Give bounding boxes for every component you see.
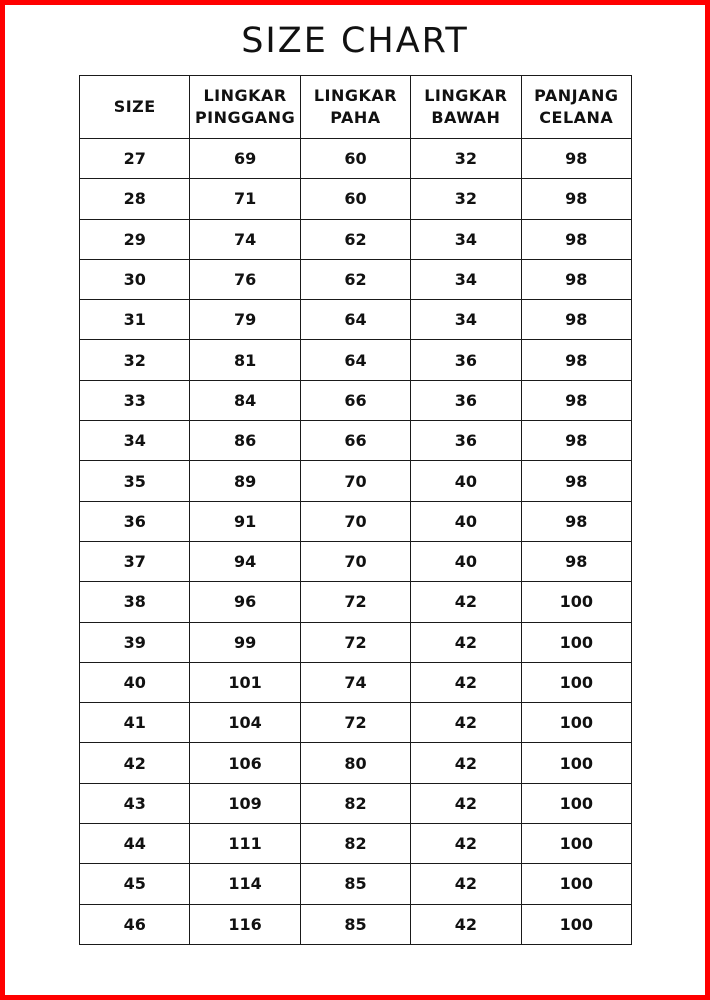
column-header-line: LINGKAR <box>313 86 398 105</box>
table-cell: 36 <box>411 340 521 380</box>
table-cell: 98 <box>521 139 631 179</box>
table-cell: 72 <box>300 622 410 662</box>
table-cell: 31 <box>80 300 190 340</box>
table-cell: 32 <box>411 139 521 179</box>
table-cell: 114 <box>190 864 300 904</box>
table-cell: 42 <box>411 824 521 864</box>
table-cell: 42 <box>411 622 521 662</box>
table-cell: 40 <box>411 461 521 501</box>
table-row <box>80 582 632 622</box>
table-cell: 38 <box>80 582 190 622</box>
table-row <box>80 703 632 743</box>
table-cell: 100 <box>521 864 631 904</box>
column-header-line: BAWAH <box>431 108 501 127</box>
table-cell: 100 <box>521 783 631 823</box>
table-cell: 98 <box>521 259 631 299</box>
table-cell: 100 <box>521 622 631 662</box>
table-body <box>80 139 632 945</box>
column-header-line: PANJANG <box>534 86 619 105</box>
table-row <box>80 380 632 420</box>
table-cell: 34 <box>411 219 521 259</box>
table-cell: 74 <box>300 662 410 702</box>
table-cell: 40 <box>411 501 521 541</box>
table-cell: 98 <box>521 300 631 340</box>
table-cell: 74 <box>190 219 300 259</box>
table-cell: 98 <box>521 380 631 420</box>
table-cell: 100 <box>521 703 631 743</box>
table-cell: 106 <box>190 743 300 783</box>
table-cell: 44 <box>80 824 190 864</box>
table-cell: 84 <box>190 380 300 420</box>
table-cell: 72 <box>300 703 410 743</box>
table-header-row <box>80 76 632 139</box>
table-cell: 32 <box>80 340 190 380</box>
table-cell: 116 <box>190 904 300 944</box>
table-cell: 60 <box>300 139 410 179</box>
table-row <box>80 139 632 179</box>
table-row <box>80 501 632 541</box>
size-table <box>79 75 632 945</box>
table-row <box>80 743 632 783</box>
table-cell: 70 <box>300 501 410 541</box>
table-cell: 29 <box>80 219 190 259</box>
table-cell: 37 <box>80 541 190 581</box>
table-cell: 79 <box>190 300 300 340</box>
table-cell: 111 <box>190 824 300 864</box>
table-row <box>80 824 632 864</box>
table-row <box>80 864 632 904</box>
table-cell: 39 <box>80 622 190 662</box>
column-header-line: LINGKAR <box>203 86 287 105</box>
table-cell: 76 <box>190 259 300 299</box>
table-cell: 82 <box>300 783 410 823</box>
table-row <box>80 461 632 501</box>
table-cell: 80 <box>300 743 410 783</box>
table-cell: 104 <box>190 703 300 743</box>
table-cell: 98 <box>521 179 631 219</box>
table-cell: 30 <box>80 259 190 299</box>
table-cell: 98 <box>521 421 631 461</box>
table-cell: 40 <box>411 541 521 581</box>
table-cell: 45 <box>80 864 190 904</box>
table-cell: 33 <box>80 380 190 420</box>
table-cell: 42 <box>411 582 521 622</box>
column-header-line: CELANA <box>539 108 614 127</box>
table-cell: 42 <box>411 703 521 743</box>
table-row <box>80 340 632 380</box>
table-cell: 34 <box>411 259 521 299</box>
table-cell: 85 <box>300 904 410 944</box>
table-cell: 94 <box>190 541 300 581</box>
table-cell: 41 <box>80 703 190 743</box>
table-row <box>80 783 632 823</box>
column-header <box>411 76 521 139</box>
table-cell: 27 <box>80 139 190 179</box>
table-row <box>80 904 632 944</box>
table-cell: 96 <box>190 582 300 622</box>
table-cell: 42 <box>411 662 521 702</box>
table-cell: 100 <box>521 582 631 622</box>
table-cell: 43 <box>80 783 190 823</box>
table-cell: 85 <box>300 864 410 904</box>
table-cell: 98 <box>521 501 631 541</box>
table-cell: 32 <box>411 179 521 219</box>
table-cell: 42 <box>411 864 521 904</box>
column-header <box>521 76 631 139</box>
table-cell: 98 <box>521 219 631 259</box>
table-cell: 42 <box>411 904 521 944</box>
table-cell: 40 <box>80 662 190 702</box>
table-cell: 100 <box>521 824 631 864</box>
table-cell: 69 <box>190 139 300 179</box>
page-title: SIZE CHART <box>241 21 469 61</box>
table-row <box>80 622 632 662</box>
table-cell: 82 <box>300 824 410 864</box>
column-header <box>300 76 410 139</box>
table-cell: 109 <box>190 783 300 823</box>
table-cell: 72 <box>300 582 410 622</box>
table-cell: 60 <box>300 179 410 219</box>
table-cell: 36 <box>80 501 190 541</box>
table-cell: 36 <box>411 380 521 420</box>
table-cell: 34 <box>411 300 521 340</box>
column-header <box>190 76 300 139</box>
column-header-line: PINGGANG <box>194 108 296 127</box>
table-cell: 42 <box>80 743 190 783</box>
table-cell: 91 <box>190 501 300 541</box>
table-row <box>80 662 632 702</box>
table-cell: 28 <box>80 179 190 219</box>
table-cell: 89 <box>190 461 300 501</box>
table-cell: 98 <box>521 461 631 501</box>
table-cell: 35 <box>80 461 190 501</box>
table-cell: 100 <box>521 904 631 944</box>
table-cell: 86 <box>190 421 300 461</box>
table-row <box>80 421 632 461</box>
table-cell: 46 <box>80 904 190 944</box>
table-cell: 64 <box>300 340 410 380</box>
table-cell: 99 <box>190 622 300 662</box>
table-cell: 98 <box>521 340 631 380</box>
column-header <box>80 76 190 139</box>
table-cell: 98 <box>521 541 631 581</box>
table-cell: 70 <box>300 541 410 581</box>
table-row <box>80 300 632 340</box>
table-cell: 100 <box>521 662 631 702</box>
table-row <box>80 541 632 581</box>
table-cell: 62 <box>300 259 410 299</box>
table-row <box>80 219 632 259</box>
table-cell: 101 <box>190 662 300 702</box>
table-cell: 36 <box>411 421 521 461</box>
table-cell: 66 <box>300 421 410 461</box>
column-header-line: LINGKAR <box>424 86 508 105</box>
table-cell: 62 <box>300 219 410 259</box>
table-row <box>80 259 632 299</box>
table-row <box>80 179 632 219</box>
table-cell: 71 <box>190 179 300 219</box>
table-cell: 70 <box>300 461 410 501</box>
column-header-line: PAHA <box>330 108 381 127</box>
table-cell: 42 <box>411 783 521 823</box>
table-cell: 34 <box>80 421 190 461</box>
table-cell: 100 <box>521 743 631 783</box>
column-header-line: SIZE <box>113 97 156 116</box>
table-cell: 64 <box>300 300 410 340</box>
table-cell: 42 <box>411 743 521 783</box>
table-cell: 66 <box>300 380 410 420</box>
table-cell: 81 <box>190 340 300 380</box>
